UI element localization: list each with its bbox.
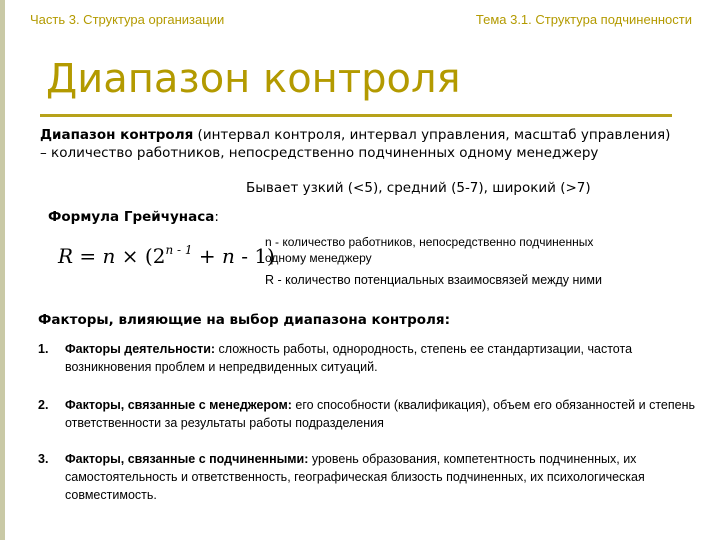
factor-label: Факторы деятельности:	[65, 342, 216, 356]
page-title: Диапазон контроля	[46, 56, 461, 102]
formula-n2: n	[221, 244, 235, 268]
factor-label: Факторы, связанные с подчиненными:	[65, 452, 309, 466]
formula-colon: :	[214, 209, 219, 225]
definition-term: Диапазон контроля	[40, 127, 194, 143]
header-part-label: Часть 3. Структура организации	[30, 12, 225, 27]
definition-paragraph	[40, 126, 680, 162]
factor-number: 1.	[38, 342, 49, 356]
factor-text: сложность работы, однородность, степень ее стандартизации, частота возникновения проблем и непредвиденных ситуаций.	[65, 342, 633, 374]
formula-R: R	[58, 244, 74, 268]
range-text: Бывает узкий (<5), средний (5-7), широкий (>7)	[246, 180, 591, 196]
factor-label: Факторы, связанные с менеджером:	[65, 398, 292, 412]
formula-plus: +	[192, 244, 222, 268]
note-n-definition: n - количество работников, непосредственно подчиненных одному менеджеру	[265, 235, 594, 265]
grajcunas-formula	[58, 244, 275, 268]
factor-item	[38, 340, 698, 376]
definition-text: (интервал контроля, интервал управления, масштаб управления) – количество работников, непосредственно подчиненных одному менеджеру	[40, 127, 671, 161]
formula-times: × (2	[115, 244, 166, 268]
left-decorative-bar	[0, 0, 5, 540]
title-underline	[40, 114, 672, 117]
factor-item	[38, 396, 698, 432]
factor-number: 3.	[38, 452, 49, 466]
note-r-definition: R - количество потенциальных взаимосвязей между ними	[265, 273, 602, 287]
formula-heading	[48, 209, 219, 225]
formula-exponent: n - 1	[165, 243, 193, 257]
formula-tail: - 1)	[234, 244, 275, 268]
formula-label: Формула Грейчунаса	[48, 209, 215, 225]
factor-item	[38, 450, 698, 504]
factor-text: уровень образования, компетентность подчиненных, их самостоятельность и ответственность, географическая близость подчиненных, их психологическая совместимость.	[65, 452, 645, 502]
formula-eq: =	[73, 244, 103, 268]
factor-text: его способности (квалификация), объем его обязанностей и степень ответственности за результаты работы подразделения	[65, 398, 696, 430]
factors-heading: Факторы, влияющие на выбор диапазона контроля:	[38, 312, 450, 328]
header-topic-label: Тема 3.1. Структура подчиненности	[475, 12, 692, 27]
factor-number: 2.	[38, 398, 49, 412]
formula-n1: n	[102, 244, 116, 268]
